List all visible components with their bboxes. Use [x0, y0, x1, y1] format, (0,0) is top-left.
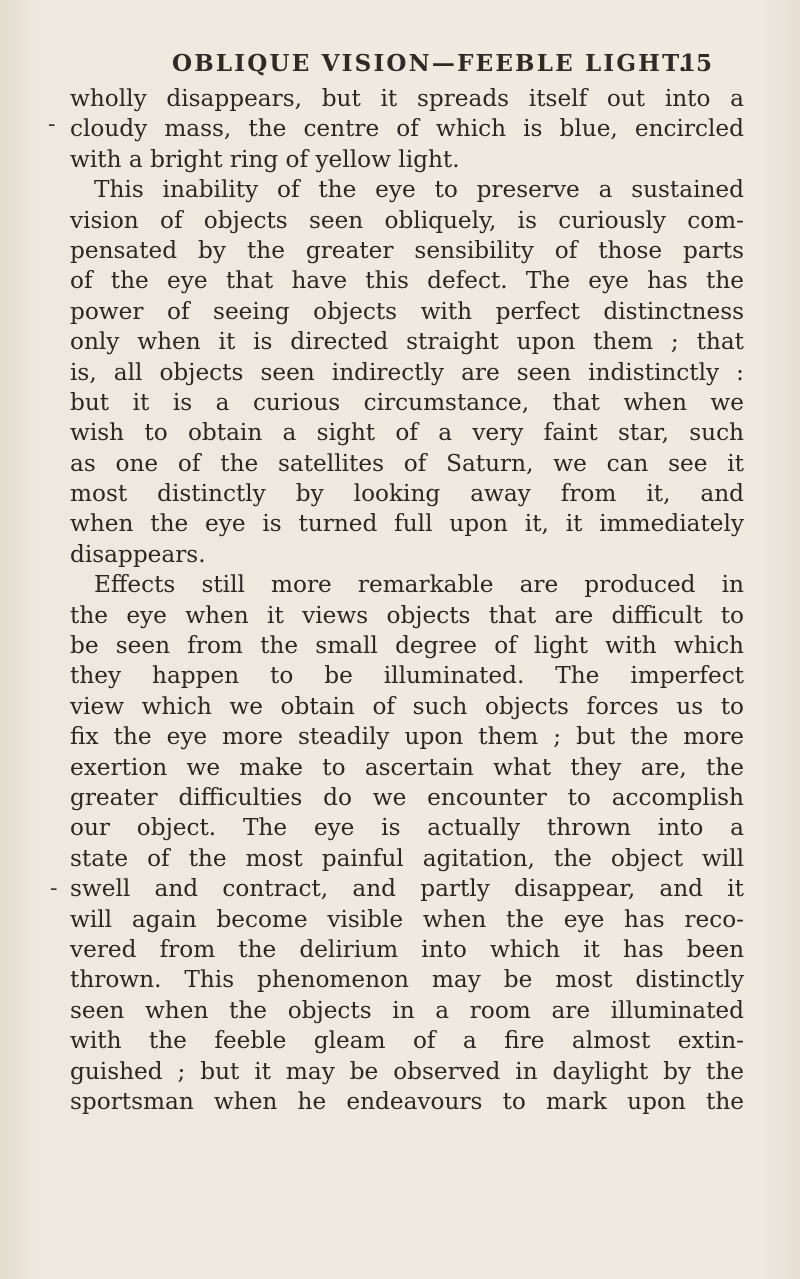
running-title: OBLIQUE VISION—FEEBLE LIGHT. — [172, 50, 689, 77]
margin-mark: - — [48, 112, 56, 137]
text-line: the eye when it views objects that are difficult to — [70, 601, 744, 629]
text-line: when the eye is turned full upon it, it immediately — [70, 510, 744, 538]
text-line: pensated by the greater sensibility of those parts — [70, 236, 744, 264]
text-line: This inability of the eye to preserve a sustained — [94, 176, 744, 204]
text-line: exertion we make to ascertain what they are, the — [70, 753, 744, 781]
text-line: be seen from the small degree of light with which — [70, 632, 744, 660]
text-line: with the feeble gleam of a fire almost extin- — [70, 1027, 744, 1055]
text-line: state of the most painful agitation, the object will — [70, 844, 744, 872]
text-line: thrown. This phenomenon may be most distinctly — [70, 966, 744, 994]
text-line: cloudy mass, the centre of which is blue, encircled — [70, 115, 744, 143]
text-line: vision of objects seen obliquely, is curiously com- — [70, 206, 744, 234]
text-line: only when it is directed straight upon them ; that — [70, 328, 744, 356]
text-line: disappears. — [70, 540, 206, 568]
text-line: power of seeing objects with perfect distinctness — [70, 297, 744, 325]
text-line: they happen to be illuminated. The imperfect — [70, 662, 744, 690]
text-line: fix the eye more steadily upon them ; but the more — [70, 723, 744, 751]
page-header — [0, 50, 800, 80]
text-line: with a bright ring of yellow light. — [70, 145, 460, 173]
body-text — [70, 84, 744, 1117]
text-line: of the eye that have this defect. The eye has the — [70, 267, 744, 295]
page-number: 15 — [680, 50, 713, 77]
text-line: is, all objects seen indirectly are seen indistinctly : — [70, 358, 744, 386]
text-line: sportsman when he endeavours to mark upon the — [70, 1087, 744, 1115]
text-line: swell and contract, and partly disappear, and it — [70, 875, 744, 903]
text-line: seen when the objects in a room are illuminated — [70, 996, 744, 1024]
text-line: greater difficulties do we encounter to accomplish — [70, 783, 744, 811]
text-line: but it is a curious circumstance, that when we — [70, 388, 744, 416]
text-line: wholly disappears, but it spreads itself out into a — [70, 85, 744, 112]
text-line: Effects still more remarkable are produced in — [94, 571, 744, 599]
text-line: vered from the delirium into which it has been — [70, 935, 744, 963]
text-line: as one of the satellites of Saturn, we can see it — [70, 449, 744, 477]
text-line: most distinctly by looking away from it, and — [70, 480, 744, 508]
margin-mark: - — [50, 876, 58, 901]
text-line: will again become visible when the eye has reco- — [70, 905, 744, 933]
text-line: guished ; but it may be observed in daylight by the — [70, 1057, 744, 1085]
text-line: view which we obtain of such objects forces us to — [70, 692, 744, 720]
text-line: our object. The eye is actually thrown into a — [70, 814, 744, 842]
text-line: wish to obtain a sight of a very faint star, such — [70, 419, 744, 447]
